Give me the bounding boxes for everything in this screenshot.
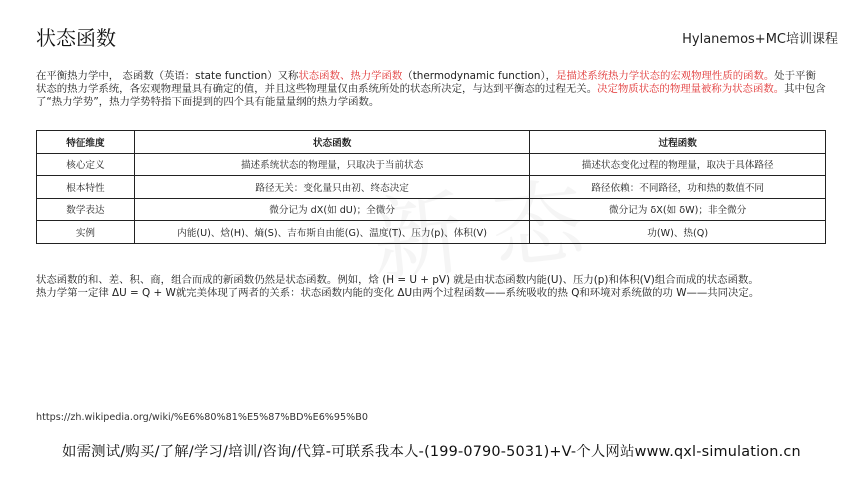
summary-paragraph-2: 热力学第一定律 ΔU = Q + W就完美体现了两者的关系：状态函数内能的变化 ΔU由两个过程函数——系统吸收的热 Q和环境对系统做的功 W——共同决定。 — [36, 287, 760, 299]
table-header-cell: 状态函数 — [134, 131, 529, 154]
table-cell: 核心定义 — [37, 153, 135, 176]
table-cell: 实例 — [37, 221, 135, 244]
contact-footer: 如需测试/购买/了解/学习/培训/咨询/代算-可联系我本人-(199-0790-5031)+V-个人网站www.qxl-simulation.cn — [62, 444, 801, 460]
table-header-row — [37, 131, 826, 154]
intro-highlight-3: 决定物质状态的物理量被称为状态函数。 — [597, 83, 785, 95]
table-cell: 内能(U)、焓(H)、熵(S)、吉布斯自由能(G)、温度(T)、压力(p)、体积(V) — [134, 221, 529, 244]
table-cell: 描述系统状态的物理量，只取决于当前状态 — [134, 153, 529, 176]
intro-text-1: 在平衡热力学中， 态函数（英语：state function）又称 — [36, 70, 299, 82]
brand-label: Hylanemos+MC培训课程 — [682, 32, 838, 47]
table-cell: 数学表达 — [37, 198, 135, 221]
table-header-cell: 过程函数 — [530, 131, 826, 154]
table-cell: 根本特性 — [37, 176, 135, 199]
table-cell: 微分记为 δX(如 δW)；非全微分 — [530, 198, 826, 221]
intro-paragraph — [36, 70, 826, 109]
comparison-table — [36, 130, 826, 244]
table-cell: 微分记为 dX(如 dU)；全微分 — [134, 198, 529, 221]
intro-text-4: 其中包含了“热力学势”，热力学势特指下面提到的四个具有能量量纲的热力学函数。 — [36, 83, 826, 108]
intro-highlight-1: 状态函数、热力学函数 — [298, 70, 403, 82]
table-row — [37, 153, 826, 176]
table-row — [37, 221, 826, 244]
table-cell: 路径依赖：不同路径，功和热的数值不同 — [530, 176, 826, 199]
table-header-cell: 特征维度 — [37, 131, 135, 154]
table-cell: 功(W)、热(Q) — [530, 221, 826, 244]
table-cell: 路径无关：变化量只由初、终态决定 — [134, 176, 529, 199]
page-title: 状态函数 — [36, 26, 116, 50]
table-row — [37, 198, 826, 221]
table-cell: 描述状态变化过程的物理量，取决于具体路径 — [530, 153, 826, 176]
intro-text-3: 处于平衡状态的热力学系统，各宏观物理量具有确定的值，并且这些物理量仅由系统所处的状态所决定，与达到平衡态的过程无关。 — [36, 70, 816, 95]
intro-text-2: （thermodynamic function）， — [402, 70, 557, 82]
summary-text — [36, 274, 826, 300]
table-row — [37, 176, 826, 199]
intro-highlight-2: 是描述系统热力学状态的宏观物理性质的函数。 — [556, 70, 775, 82]
source-link[interactable]: https://zh.wikipedia.org/wiki/%E6%80%81%E5%87%BD%E6%95%B0 — [36, 412, 368, 423]
summary-paragraph-1: 状态函数的和、差、积、商，组合而成的新函数仍然是状态函数。例如，焓 (H = U + pV) 就是由状态函数内能(U)、压力(p)和体积(V)组合而成的状态函数。 — [36, 274, 759, 286]
